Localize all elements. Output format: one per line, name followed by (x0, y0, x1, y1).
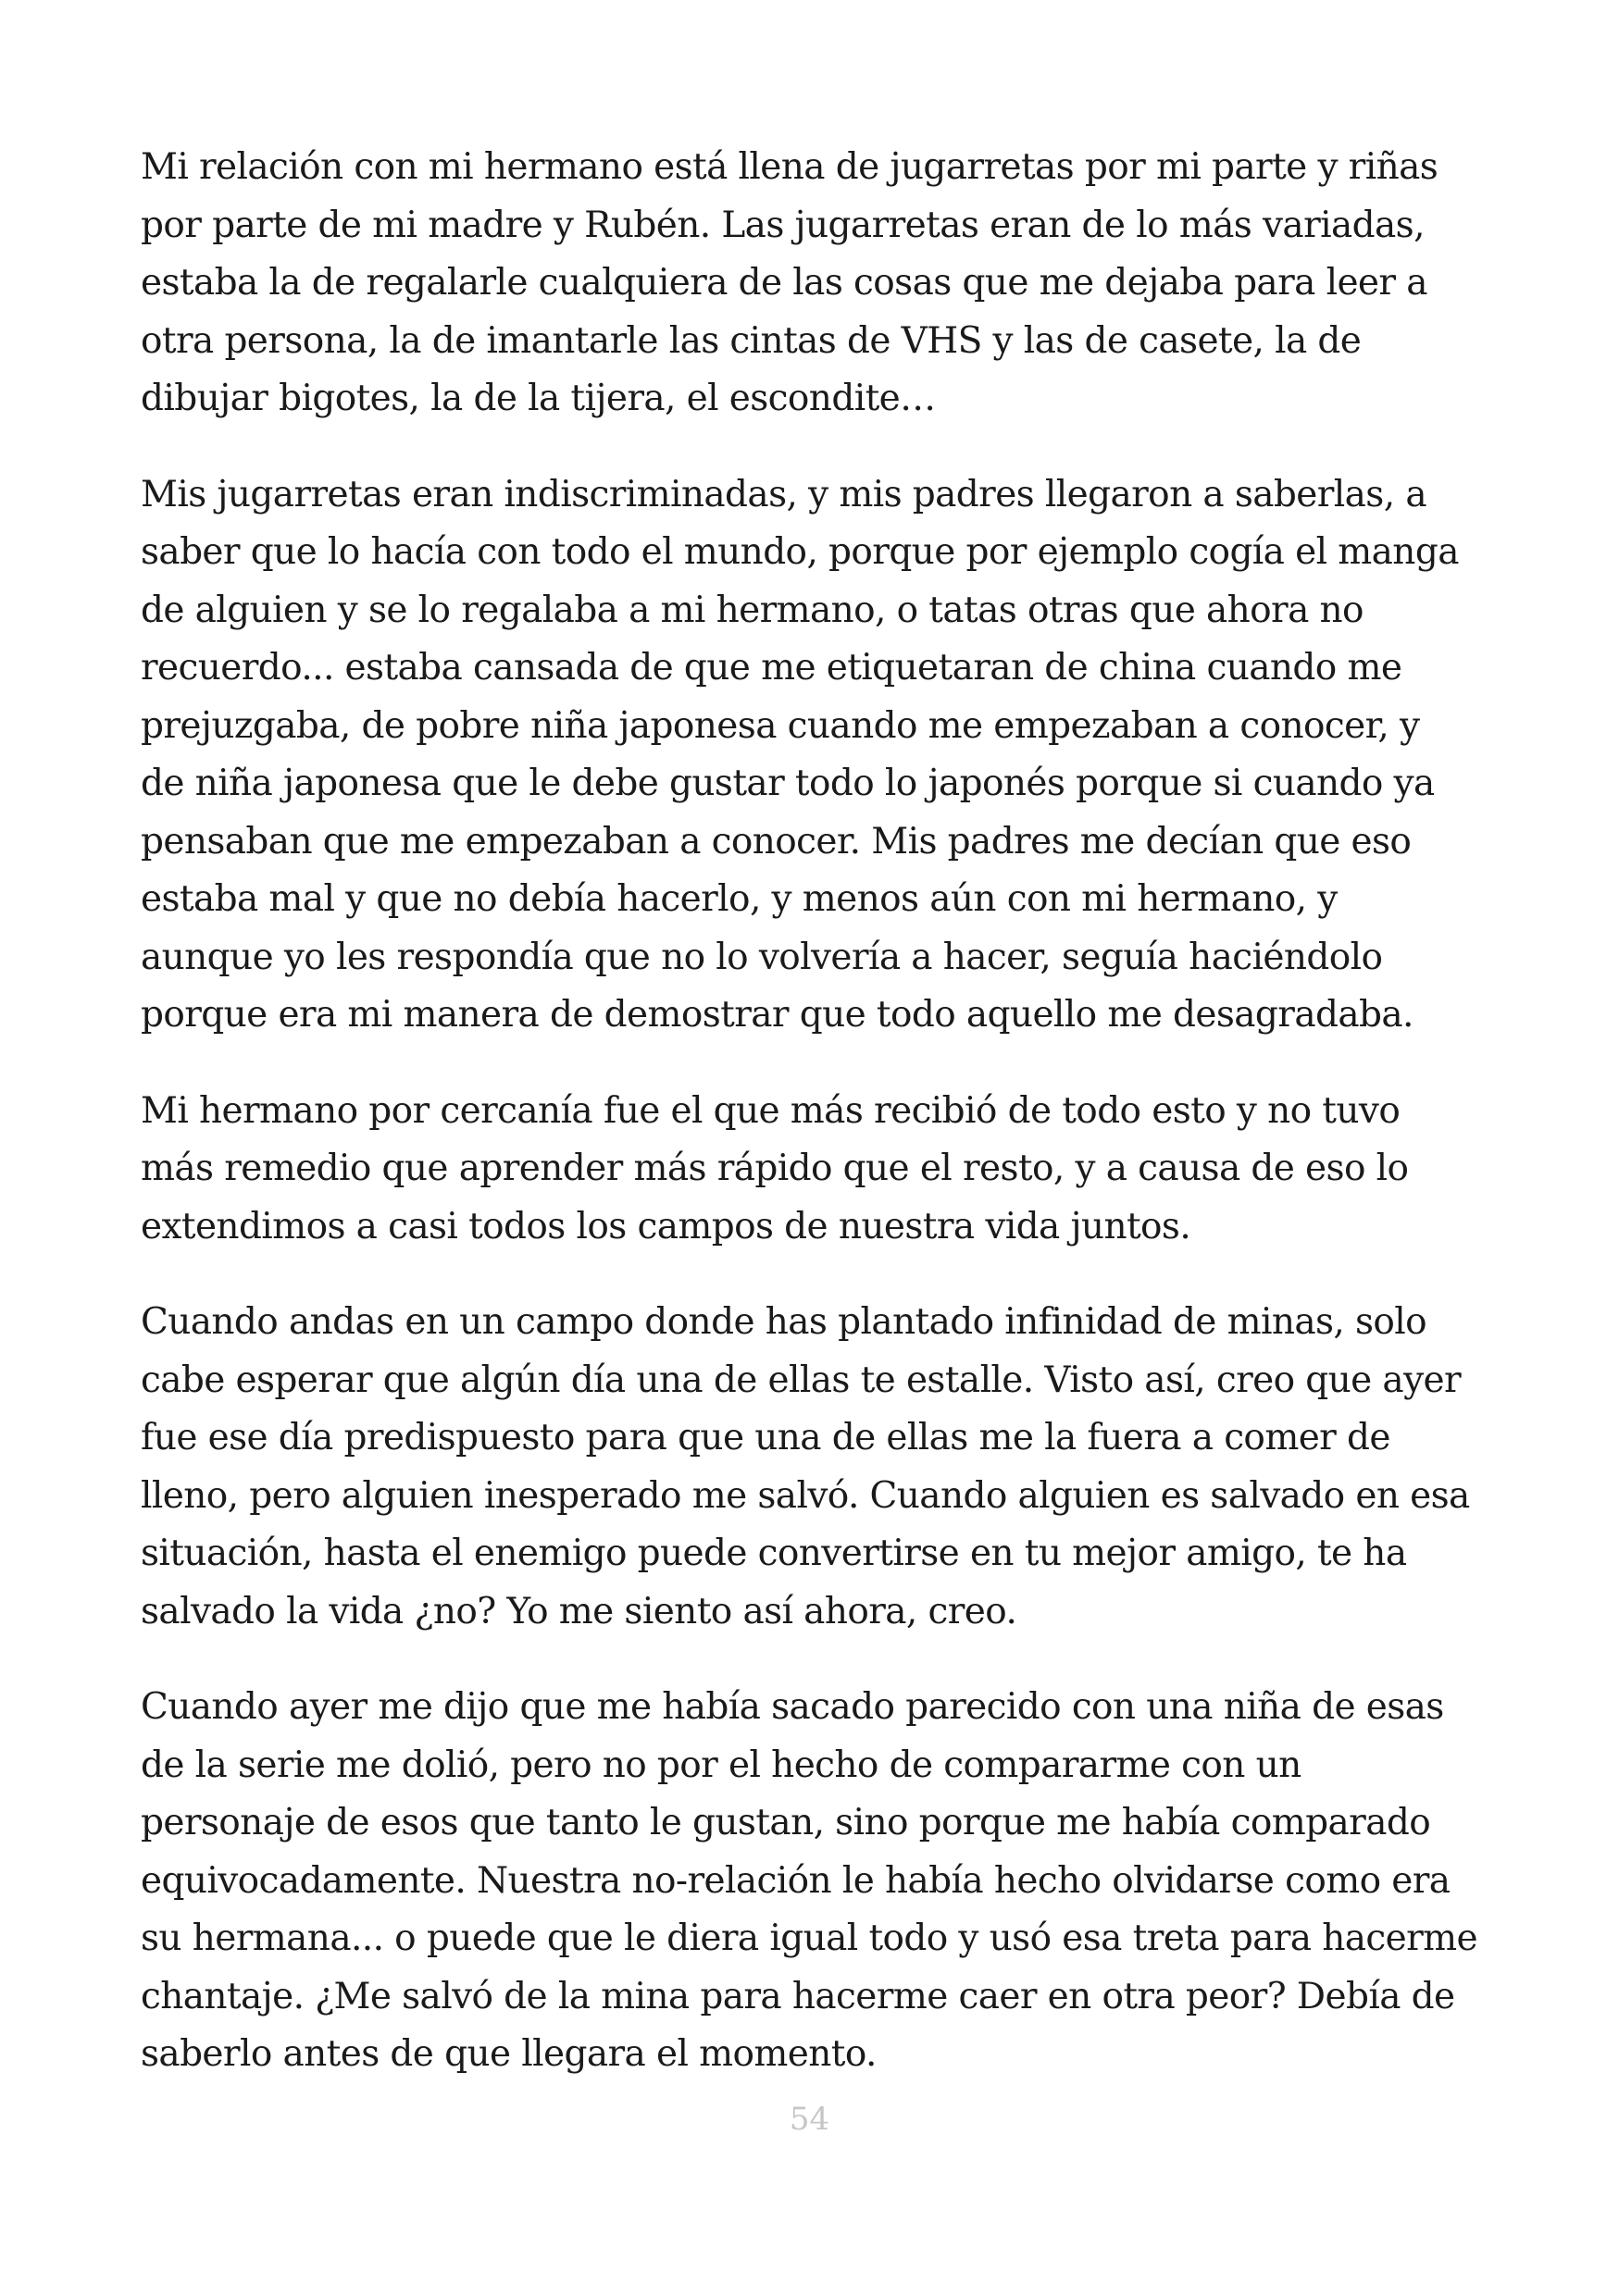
text-line: situación, hasta el enemigo puede convertirse en tu mejor amigo, te ha (141, 1533, 1407, 1574)
text-line: estaba mal y que no debía hacerlo, y menos aún con mi hermano, y (141, 878, 1338, 920)
text-line: por parte de mi madre y Rubén. Las jugarretas eran de lo más variadas, (141, 204, 1425, 246)
text-line: Mis jugarretas eran indiscriminadas, y mis padres llegaron a saberlas, a (141, 473, 1426, 515)
text-line: de la serie me dolió, pero no por el hecho de compararme con un (141, 1744, 1301, 1786)
text-line: Cuando andas en un campo donde has plantado infinidad de minas, solo (141, 1301, 1427, 1343)
body-text (141, 139, 1492, 2122)
text-line: su hermana... o puede que le diera igual todo y usó esa treta para hacerme (141, 1917, 1478, 1959)
paragraph-2 (141, 466, 1492, 1045)
text-line: Cuando ayer me dijo que me había sacado parecido con una niña de esas (141, 1686, 1444, 1728)
text-line: porque era mi manera de demostrar que todo aquello me desagradaba. (141, 994, 1414, 1036)
text-line: saber que lo hacía con todo el mundo, porque por ejemplo cogía el manga (141, 531, 1459, 573)
text-line: estaba la de regalarle cualquiera de las cosas que me dejaba para leer a (141, 262, 1427, 304)
text-line: cabe esperar que algún día una de ellas te estalle. Visto así, creo que ayer (141, 1359, 1462, 1401)
text-line: recuerdo... estaba cansada de que me etiquetaran de china cuando me (141, 647, 1402, 689)
text-line: lleno, pero alguien inesperado me salvó. Cuando alguien es salvado en esa (141, 1474, 1470, 1517)
paragraph-1 (141, 139, 1492, 428)
text-line: prejuzgaba, de pobre niña japonesa cuando me empezaban a conocer, y (141, 704, 1420, 747)
paragraph-3 (141, 1083, 1492, 1257)
text-line: extendimos a casi todos los campos de nuestra vida juntos. (141, 1205, 1191, 1247)
text-line: dibujar bigotes, la de la tijera, el escondite… (141, 378, 936, 419)
text-line: pensaban que me empezaban a conocer. Mis padres me decían que eso (141, 820, 1412, 863)
text-line: salvado la vida ¿no? Yo me siento así ahora, creo. (141, 1590, 1017, 1632)
text-line: Mi hermano por cercanía fue el que más recibió de todo esto y no tuvo (141, 1089, 1401, 1132)
text-line: Mi relación con mi hermano está llena de jugarretas por mi parte y riñas (141, 146, 1438, 188)
text-line: más remedio que aprender más rápido que el resto, y a causa de eso lo (141, 1148, 1409, 1189)
text-line: otra persona, la de imantarle las cintas de VHS y las de casete, la de (141, 319, 1362, 362)
text-line: personaje de esos que tanto le gustan, sino porque me había comparado (141, 1802, 1431, 1843)
text-line: fue ese día predispuesto para que una de ellas me la fuera a comer de (141, 1417, 1390, 1458)
paragraph-5 (141, 1679, 1492, 2084)
paragraph-4 (141, 1294, 1492, 1641)
text-line: aunque yo les respondía que no lo volvería a hacer, seguía haciéndolo (141, 936, 1383, 978)
text-line: de alguien y se lo regalaba a mi hermano, o tatas otras que ahora no (141, 589, 1364, 631)
text-line: de niña japonesa que le debe gustar todo lo japonés porque si cuando ya (141, 763, 1435, 804)
page-number: 54 (789, 2101, 830, 2138)
text-line: saberlo antes de que llegara el momento. (141, 2033, 877, 2075)
text-line: chantaje. ¿Me salvó de la mina para hacerme caer en otra peor? Debía de (141, 1975, 1455, 2017)
text-line: equivocadamente. Nuestra no-relación le había hecho olvidarse como era (141, 1859, 1451, 1902)
